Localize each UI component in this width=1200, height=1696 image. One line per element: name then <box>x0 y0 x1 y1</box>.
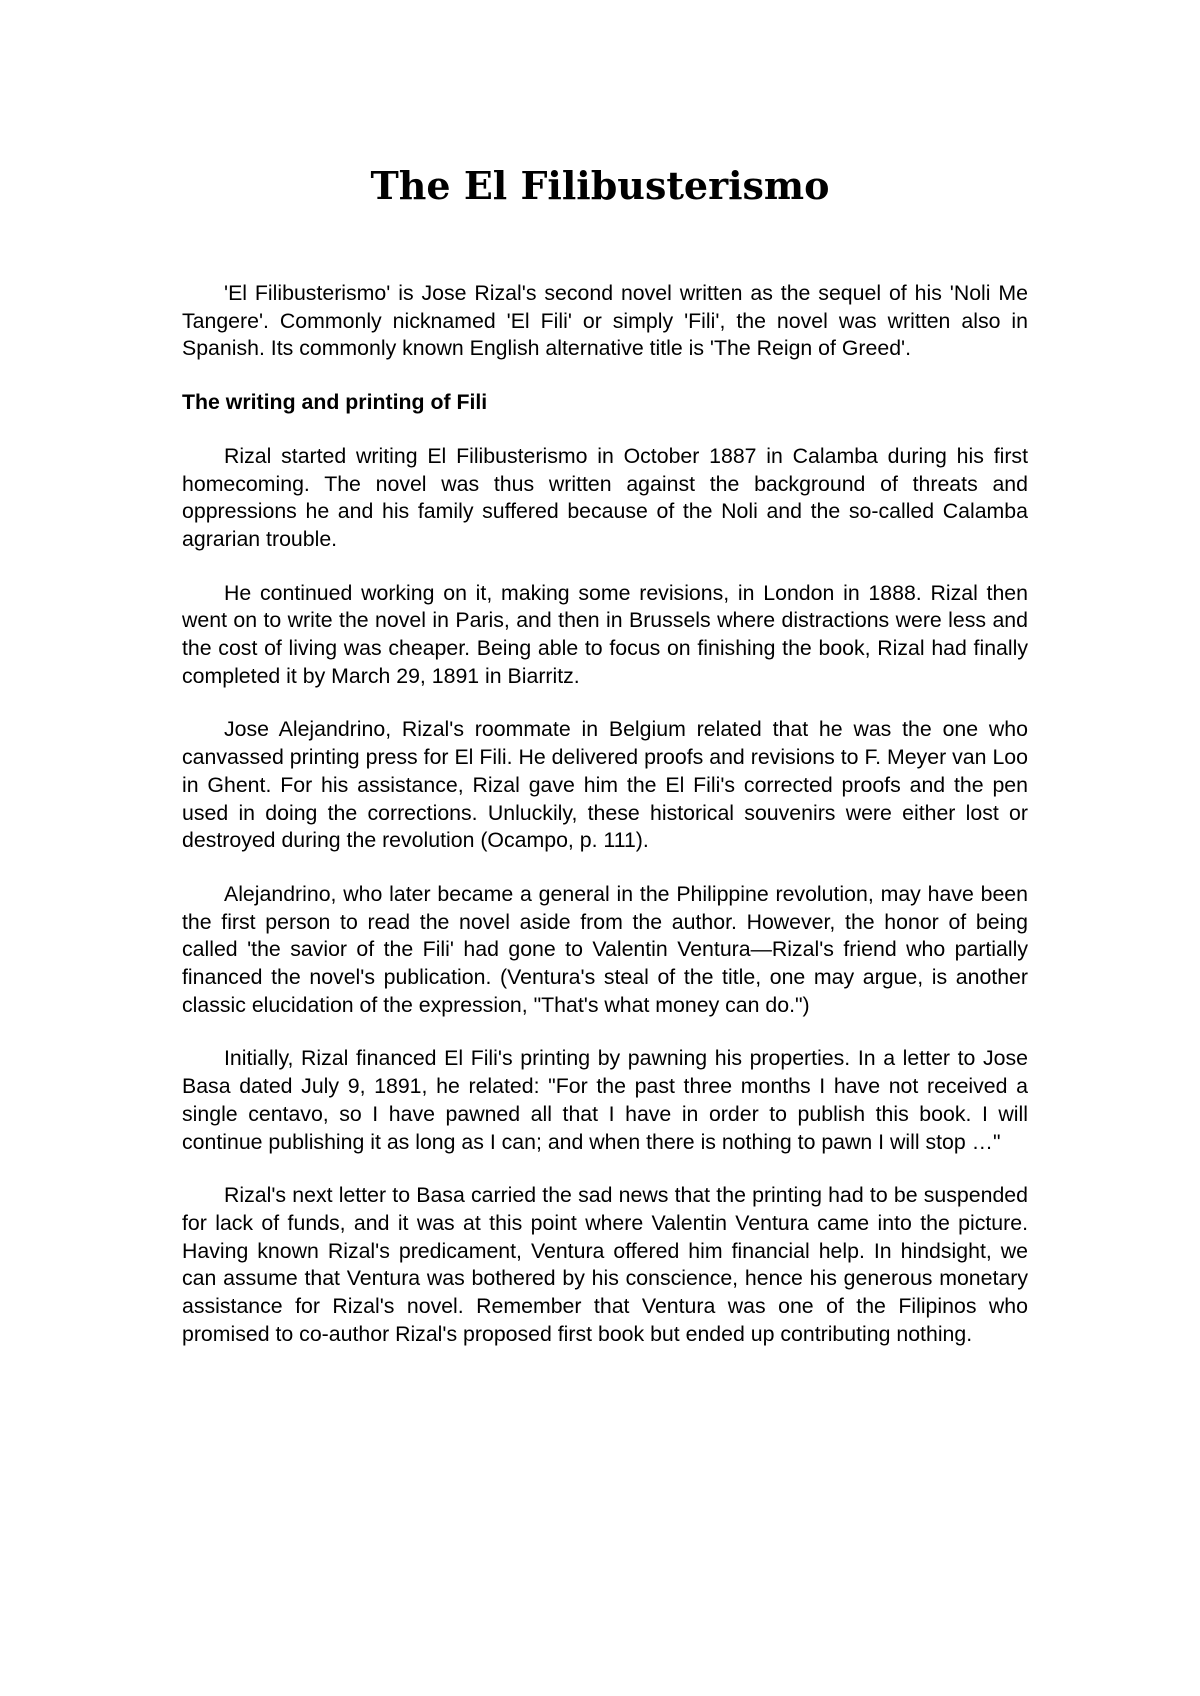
document-body <box>182 280 1028 1349</box>
intro-paragraph: 'El Filibusterismo' is Jose Rizal's second novel written as the sequel of his 'Noli Me Tangere'. Commonly nicknamed 'El Fili' or simply 'Fili', the novel was written also in Spanish. Its commonly known English alternative title is 'The Reign of Greed'. <box>182 281 1028 361</box>
body-paragraph: Rizal started writing El Filibusterismo in October 1887 in Calamba during his first homecoming. The novel was thus written against the background of threats and oppressions he and his family suffered because of the Noli and the so-called Calamba agrarian trouble. <box>182 443 1028 551</box>
body-paragraph: Initially, Rizal financed El Fili's printing by pawning his properties. In a letter to Jose Basa dated July 9, 1891, he related: "For the past three months I have not received a single centavo, so I have pawned all that I have in order to publish this book. I will continue publishing it as long as I can; and when there is nothing to pawn I will stop …" <box>182 1046 1028 1154</box>
section-heading: The writing and printing of Fili <box>182 390 488 415</box>
body-paragraph: Alejandrino, who later became a general in the Philippine revolution, may have been the first person to read the novel aside from the author. However, the honor of being called 'the savior of the Fili' had gone to Valentin Ventura—Rizal's friend who partially financed the novel's publication. (Ventura's steal of the title, one may argue, is another classic elucidation of the expression, "That's what money can do.") <box>182 881 1028 1017</box>
body-paragraph: Rizal's next letter to Basa carried the sad news that the printing had to be suspended for lack of funds, and it was at this point where Valentin Ventura came into the picture. Having known Rizal's predicament, Ventura offered him financial help. In hindsight, we can assume that Ventura was bothered by his conscience, hence his generous monetary assistance for Rizal's novel. Remember that Ventura was one of the Filipinos who promised to co-author Rizal's proposed first book but ended up contributing nothing. <box>182 1183 1028 1346</box>
body-paragraph: Jose Alejandrino, Rizal's roommate in Belgium related that he was the one who canvassed printing press for El Fili. He delivered proofs and revisions to F. Meyer van Loo in Ghent. For his assistance, Rizal gave him the El Fili's corrected proofs and the pen used in doing the corrections. Unluckily, these historical souvenirs were either lost or destroyed during the revolution (Ocampo, p. 111). <box>182 717 1028 853</box>
body-paragraph: He continued working on it, making some revisions, in London in 1888. Rizal then went on to write the novel in Paris, and then in Brussels where distractions were less and the cost of living was cheaper. Being able to focus on finishing the book, Rizal had finally completed it by March 29, 1891 in Biarritz. <box>182 580 1028 688</box>
page-title: The El Filibusterismo <box>370 163 830 208</box>
